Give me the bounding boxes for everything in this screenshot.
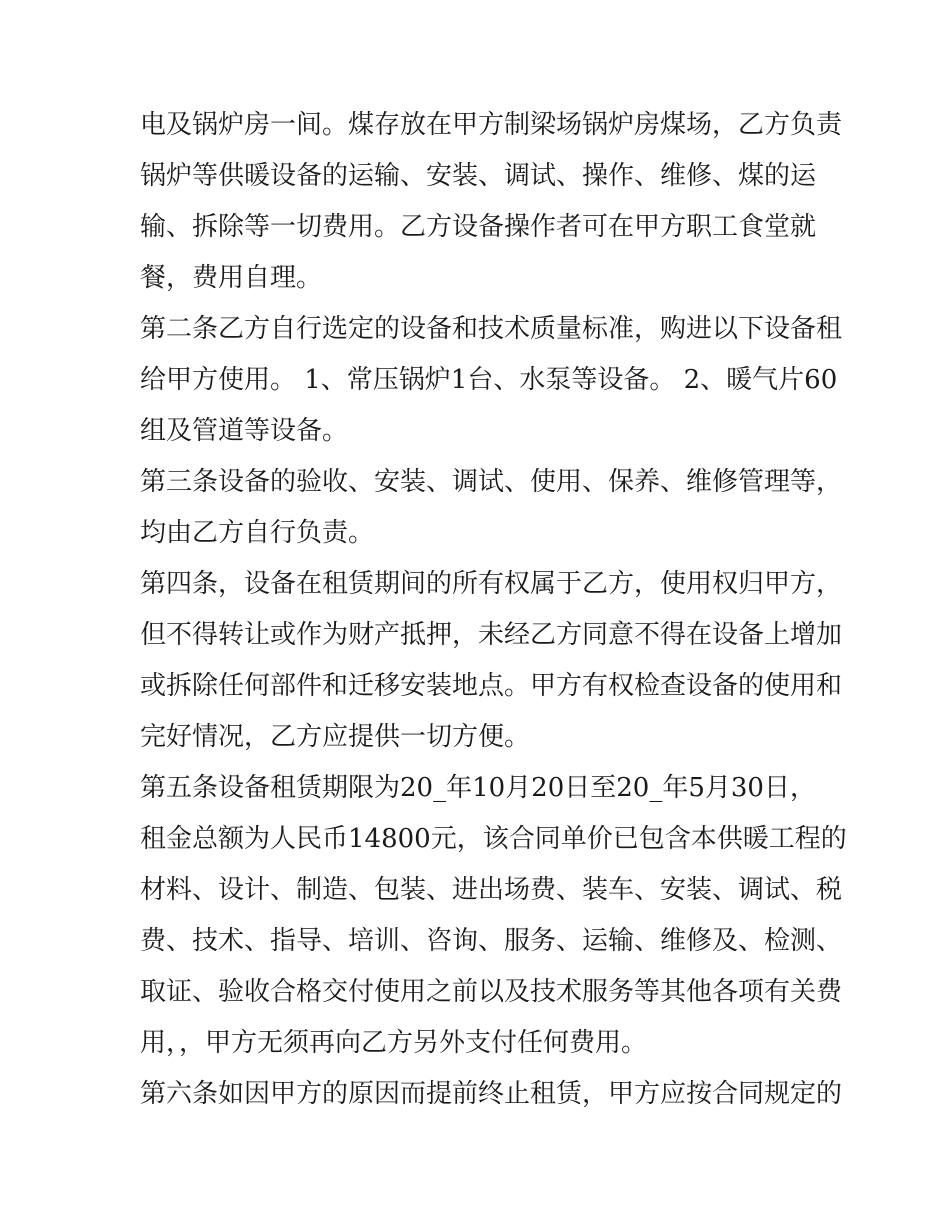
text-line: 第三条设备的验收、安装、调试、使用、保养、维修管理等， xyxy=(140,467,843,497)
text-line: 租金总额为人民币14800元，该合同单价已包含本供暖工程的 xyxy=(140,824,847,854)
document-body xyxy=(140,100,847,1120)
text-line: 第二条乙方自行选定的设备和技术质量标准，购进以下设备租 xyxy=(140,314,843,344)
text-line: 材料、设计、制造、包装、进出场费、装车、安装、调试、税 xyxy=(140,875,843,905)
text-line: 但不得转让或作为财产抵押，未经乙方同意不得在设备上增加 xyxy=(140,620,843,650)
article-3-paragraph xyxy=(140,457,843,559)
text-line: 完好情况，乙方应提供一切方便。 xyxy=(140,722,531,752)
paragraph-continuation xyxy=(140,100,843,304)
text-line: 锅炉等供暖设备的运输、安装、调试、操作、维修、煤的运 xyxy=(140,161,817,191)
text-line: 给甲方使用。 1、常压锅炉1台、水泵等设备。 2、暖气片60 xyxy=(140,365,838,395)
text-line: 第四条，设备在租赁期间的所有权属于乙方，使用权归甲方， xyxy=(140,569,843,599)
text-line: 组及管道等设备。 xyxy=(140,416,349,446)
text-line: 均由乙方自行负责。 xyxy=(140,518,375,548)
text-line: 取证、验收合格交付使用之前以及技术服务等其他各项有关费 xyxy=(140,977,843,1007)
article-6-paragraph xyxy=(140,1069,843,1120)
text-line: 用，，甲方无须再向乙方另外支付任何费用。 xyxy=(140,1028,648,1058)
text-line: 或拆除任何部件和迁移安装地点。甲方有权检查设备的使用和 xyxy=(140,671,843,701)
text-line: 第五条设备租赁期限为20_年10月20日至20_年5月30日， xyxy=(140,773,816,803)
text-line: 输、拆除等一切费用。乙方设备操作者可在甲方职工食堂就 xyxy=(140,212,817,242)
text-line: 第六条如因甲方的原因而提前终止租赁，甲方应按合同规定的 xyxy=(140,1079,843,1109)
text-line: 餐，费用自理。 xyxy=(140,263,323,293)
article-4-paragraph xyxy=(140,559,843,763)
text-line: 电及锅炉房一间。煤存放在甲方制梁场锅炉房煤场，乙方负责 xyxy=(140,110,843,140)
text-line: 费、技术、指导、培训、咨询、服务、运输、维修及、检测、 xyxy=(140,926,843,956)
article-5-paragraph xyxy=(140,763,847,1069)
article-2-paragraph xyxy=(140,304,843,457)
